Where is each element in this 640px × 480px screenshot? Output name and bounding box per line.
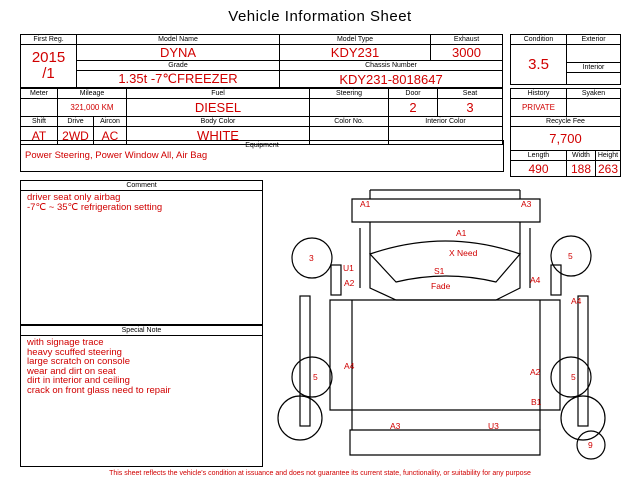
rear-bumper-outline [350,430,540,455]
recycle-fee-label: Recycle Fee [511,117,621,127]
special-note-line: wear and dirt on seat [27,365,116,377]
mark-a2-right-side: A2 [530,367,541,377]
model-type-value: KDY231 [280,45,431,61]
mark-a4-left-side: A4 [344,361,355,371]
seat-value: 3 [438,99,503,117]
shift-label: Shift [21,117,58,127]
mark-a1-windshield: A1 [456,228,467,238]
page-title: Vehicle Information Sheet [228,8,412,25]
mark-a3-rear: A3 [390,421,401,431]
color-no-label: Color No. [310,117,389,127]
special-note-line: crack on front glass need to repair [27,384,171,396]
comment-label: Comment [21,181,262,191]
special-note-line: with signage trace [27,337,104,348]
wheel-front-right-number: 5 [568,251,573,261]
mark-b1: B1 [531,397,542,407]
mirror-left [331,265,341,295]
model-name-label: Model Name [77,35,280,45]
history-label: History [511,89,567,99]
aircon-label: Aircon [94,117,127,127]
door-label: Door [389,89,438,99]
condition-value: 3.5 [511,45,567,85]
mark-fade: Fade [431,281,451,291]
recycle-fee-value: 7,700 [511,127,621,151]
first-reg-year: 2015 [31,49,66,66]
mark-s1: S1 [434,266,445,276]
interior-value [567,73,621,85]
chassis-number-value: KDY231-8018647 [280,71,503,88]
special-note-label: Special Note [21,326,262,336]
length-label: Length [511,151,567,161]
width-label: Width [567,151,596,161]
syaken-label: Syaken [567,89,621,99]
grade-value: 1.35t -7℃FREEZER [77,71,280,88]
equipment-value: Power Steering, Power Window All, Air Bag [25,150,208,161]
mark-u1: U1 [343,263,354,273]
comment-line: driver seat only airbag [27,192,121,203]
special-note-line: dirt in interior and ceiling [27,375,130,386]
comment-box [20,180,263,325]
mileage-label: Mileage [58,89,127,99]
special-note-line: heavy scuffed steering [27,346,122,358]
meter-value [21,99,58,117]
wheel-rear-right-number: 5 [571,372,576,382]
chassis-number-label: Chassis Number [280,61,503,71]
steering-value [310,99,389,117]
first-reg-value [21,45,77,88]
main-info-table [20,34,503,88]
equipment-label: Equipment [245,142,279,149]
spare-wheel-number: 9 [588,440,593,450]
drive-value: 2WD [58,127,94,145]
front-bumper-outline [352,199,540,222]
meter-label: Meter [21,89,58,99]
length-value: 490 [511,161,567,177]
interior-color-label: Interior Color [389,117,503,127]
history-value: PRIVATE [511,99,567,117]
wheel-front-left-number: 3 [309,253,314,263]
model-type-label: Model Type [280,35,431,45]
history-table [510,88,621,177]
mark-a4-mirror: A4 [571,296,582,306]
steering-label: Steering [310,89,389,99]
drive-label: Drive [58,117,94,127]
cargo-body-outline [330,300,560,410]
exterior-value [567,45,621,63]
special-note-lines [21,336,262,395]
footer-disclaimer: This sheet reflects the vehicle's condition at issuance and does not guarantee its current state, functionality, or suitability for any purpose [109,470,531,477]
special-note-box [20,325,263,467]
comment-line: -7℃ ~ 35℃ refrigeration setting [27,201,163,213]
grade-label: Grade [77,61,280,71]
syaken-value [567,99,621,117]
mark-u3: U3 [488,421,499,431]
seat-label: Seat [438,89,503,99]
interior-label: Interior [567,63,621,73]
body-color-value: WHITE [127,127,310,145]
shift-value: AT [21,127,58,145]
model-name-value: DYNA [77,45,280,61]
first-reg-month: /1 [42,65,55,82]
door-value: 2 [389,99,438,117]
fuel-label: Fuel [127,89,310,99]
exhaust-value: 3000 [431,45,503,61]
condition-table [510,34,621,85]
aircon-value: AC [94,127,127,145]
first-reg-label: First Reg. [21,35,77,45]
height-label: Height [596,151,621,161]
width-value: 188 [567,161,596,177]
mark-a3-top-right: A3 [521,199,532,209]
side-panel-left [300,296,310,426]
body-color-label: Body Color [127,117,310,127]
comment-lines [21,191,262,212]
mark-x-need: X Need [449,248,478,258]
spec-table [20,88,503,145]
special-note-line: large scratch on console [27,356,130,367]
windshield-outline [370,241,520,282]
height-value: 263 [596,161,621,177]
equipment-box [20,140,504,172]
wheel-rear-left-outline [292,357,332,397]
wheel-rear-left-number: 5 [313,372,318,382]
mileage-value: 321,000 KM [58,99,127,117]
mark-a2-left: A2 [344,278,355,288]
mark-a1-top-left: A1 [360,199,371,209]
vehicle-diagram [270,178,625,470]
mark-a4-right: A4 [530,275,541,285]
condition-label: Condition [511,35,567,45]
exhaust-label: Exhaust [431,35,503,45]
exterior-label: Exterior [567,35,621,45]
fuel-value: DIESEL [127,99,310,117]
